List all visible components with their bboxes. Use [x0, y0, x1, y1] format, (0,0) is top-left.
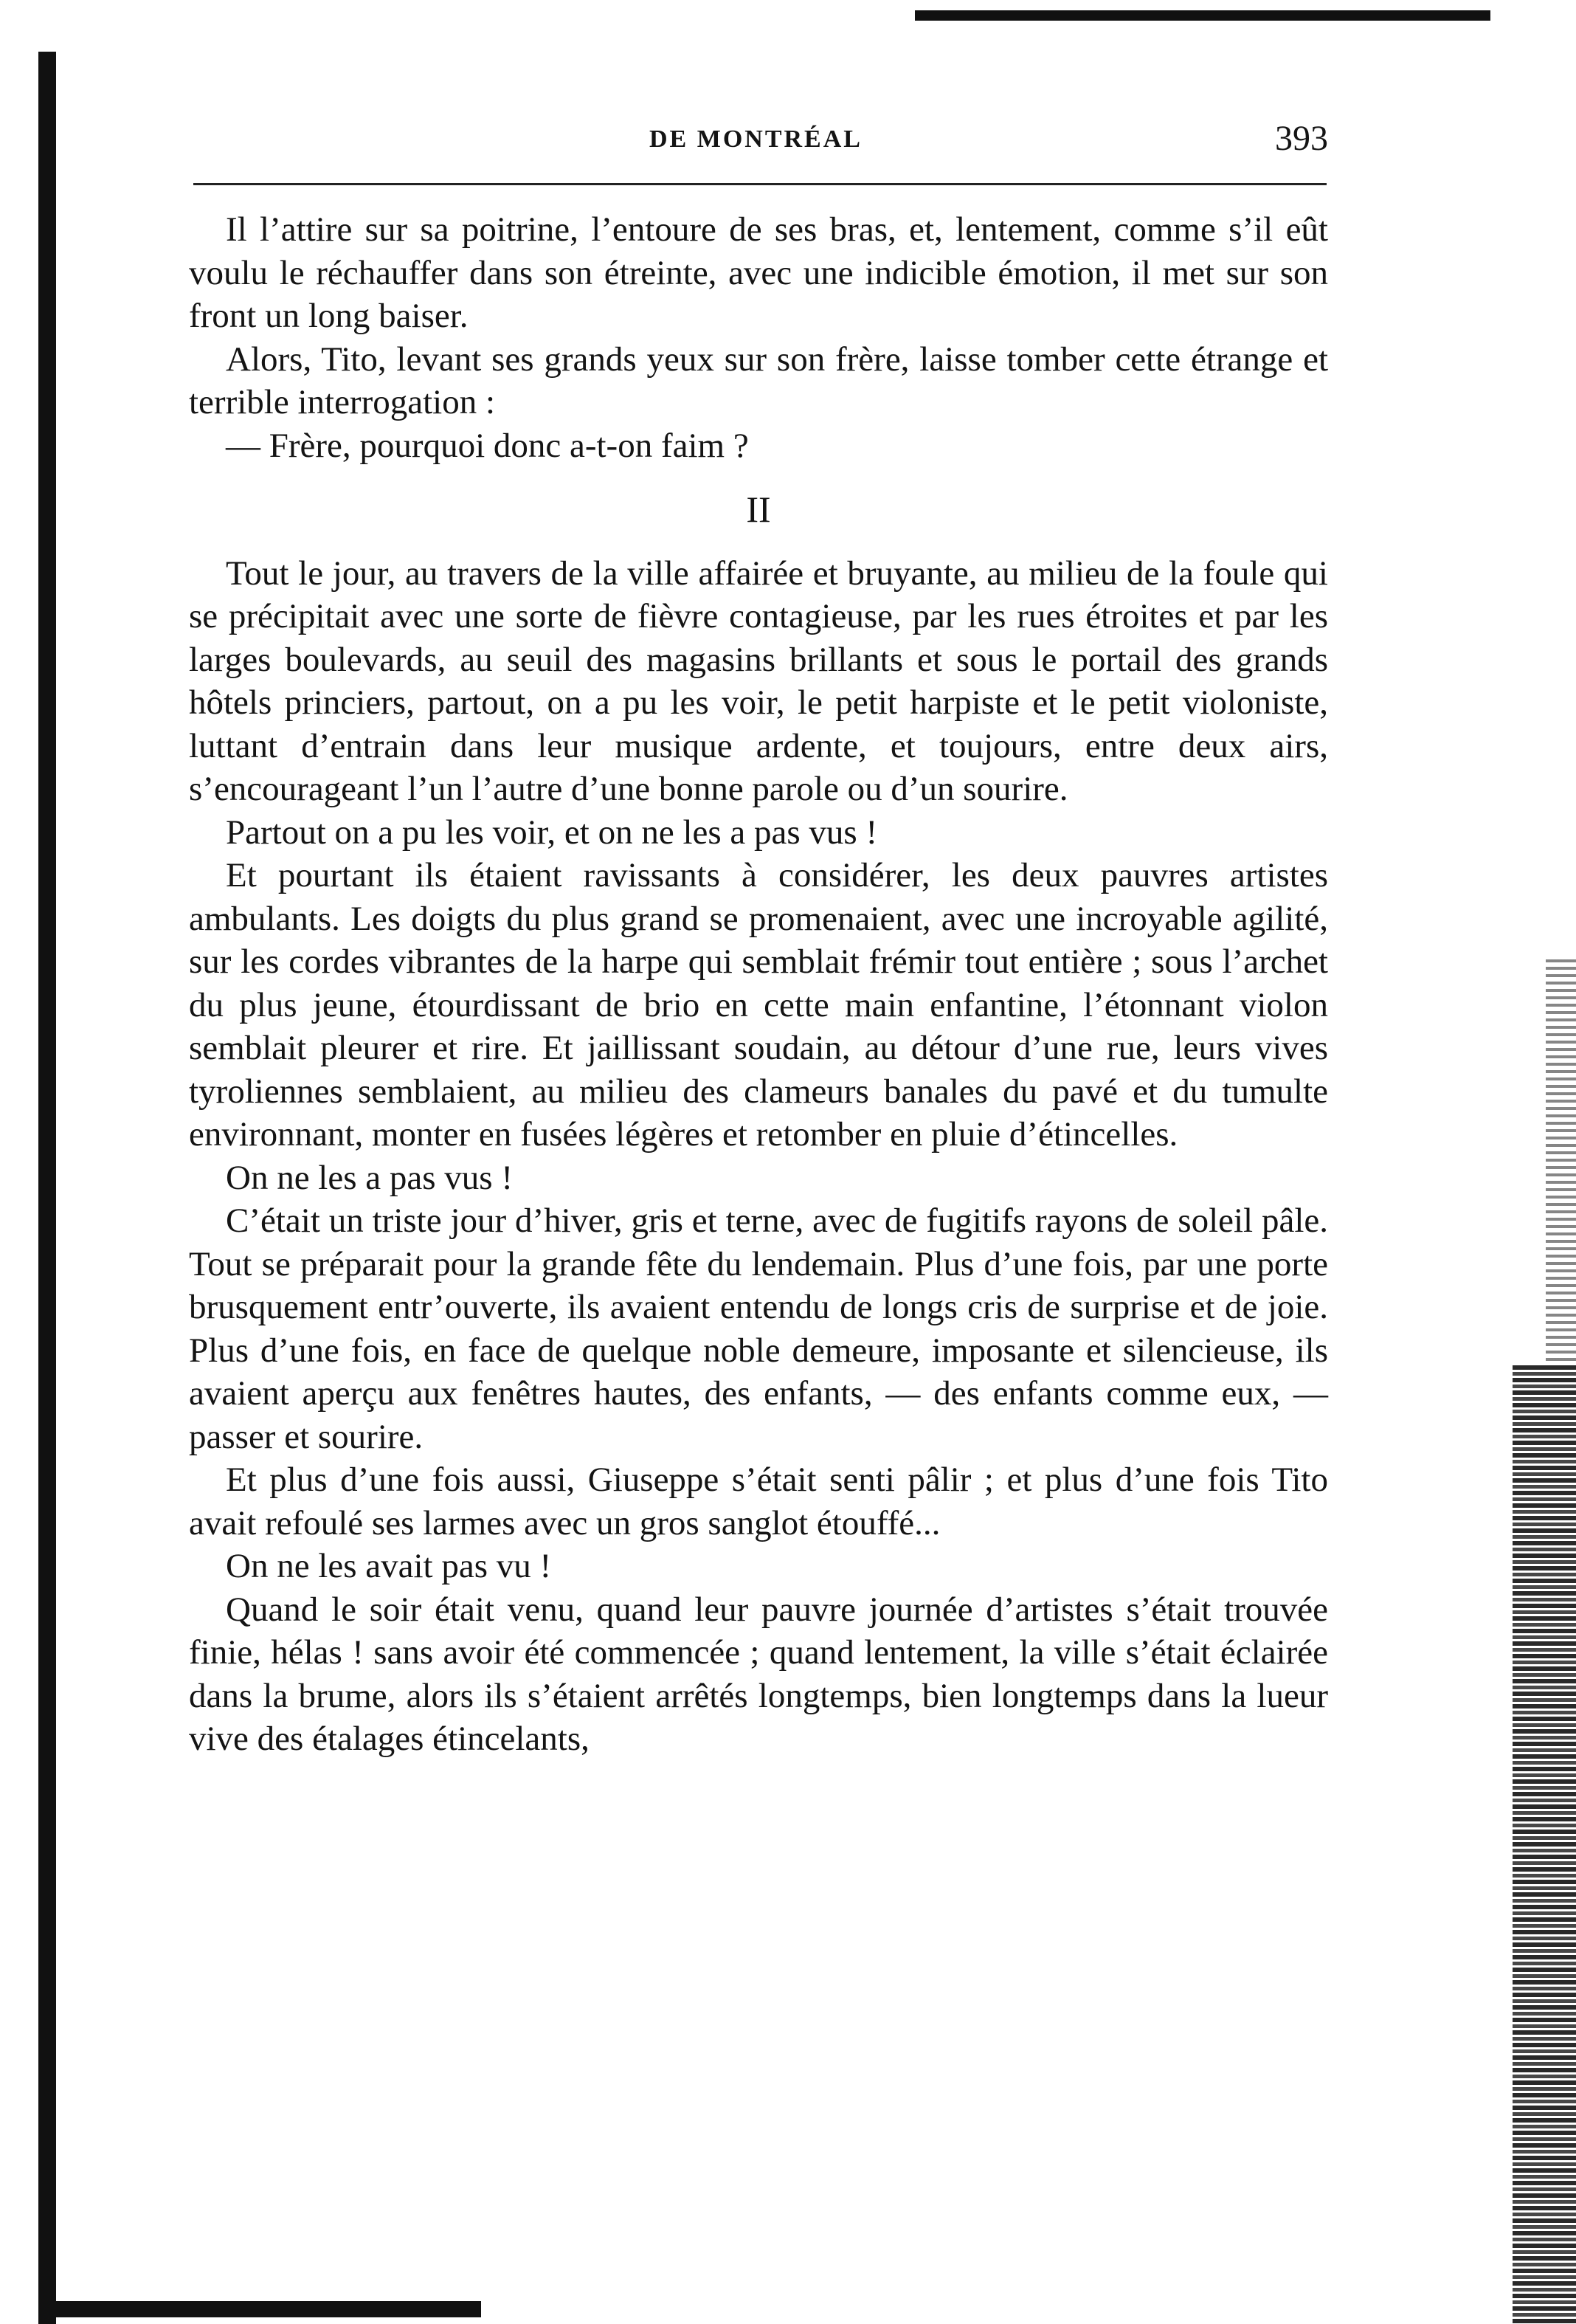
scan-bottom-edge — [38, 2301, 481, 2317]
scan-top-edge — [915, 10, 1490, 21]
paragraph: Et pourtant ils étaient ravissants à considérer, les deux pauvres artistes ambulants. Les doigts du plus grand se promenaient, avec une incroyable agilité, sur les cordes vibrantes de la harpe qui semblait frémir tout entière ; sous l’archet du plus jeune, étourdissant de brio en cette main enfantine, l’étonnant violon semblait pleurer et rire. Et jaillissant soudain, au détour d’une rue, leurs vives tyroliennes semblaient, au milieu des clameurs banales du pavé et du tumulte environnant, monter en fusées légères et retomber en pluie d’étincelles. — [189, 856, 1328, 1154]
scan-right-noise — [1546, 959, 1576, 1365]
dialogue-line: — Frère, pourquoi donc a-t-on faim ? — [226, 426, 749, 465]
paragraph: Tout le jour, au travers de la ville affairée et bruyante, au milieu de la foule qui se précipitait avec une sorte de fièvre contagieuse, par les rues étroites et par les larges boulevards, au seuil des magasins brillants et sous le portail des grands hôtels princiers, partout, on a pu les voir, le petit harpiste et le petit violoniste, luttant d’entrain dans leur musique ardente, et toujours, entre deux airs, s’encourageant l’un l’autre d’une bonne parole ou d’un sourire. — [189, 554, 1328, 808]
body-text — [189, 208, 1328, 1761]
paragraph: Il l’attire sur sa poitrine, l’entoure de ses bras, et, lentement, comme s’il eût voulu le réchauffer dans son étreinte, avec une indicible émotion, il met sur son front un long baiser. — [189, 210, 1328, 335]
running-title: DE MONTRÉAL — [649, 125, 863, 153]
paragraph: Quand le soir était venu, quand leur pauvre journée d’artistes s’était trouvée finie, hélas ! sans avoir été commencée ; quand lentement, la ville s’était éclairée dans la brume, alors ils s’étaient arrêtés longtemps, bien longtemps dans la lueur vive des étalages étincelants, — [189, 1590, 1328, 1758]
paragraph: Partout on a pu les voir, et on ne les a pas vus ! — [226, 813, 878, 852]
paragraph: Alors, Tito, levant ses grands yeux sur son frère, laisse tomber cette étrange et terrible interrogation : — [189, 339, 1328, 421]
scan-binding-edge — [38, 52, 56, 2324]
header-rule — [193, 183, 1327, 185]
paragraph: Et plus d’une fois aussi, Giuseppe s’était senti pâlir ; et plus d’une fois Tito avait refoulé ses larmes avec un gros sanglot étouffé... — [189, 1461, 1328, 1542]
page-number: 393 — [1275, 119, 1328, 158]
paragraph: C’était un triste jour d’hiver, gris et terne, avec de fugitifs rayons de soleil pâle. Tout se préparait pour la grande fête du lendemain. Plus d’une fois, par une porte brusquement entr’ouverte, ils avaient entendu de longs cris de surprise et de joie. Plus d’une fois, en face de quelque noble demeure, imposante et silencieuse, ils avaient aperçu aux fenêtres hautes, des enfants, — des enfants comme eux, — passer et sourire. — [189, 1201, 1328, 1456]
section-heading: II — [746, 489, 771, 530]
page-header — [192, 118, 1328, 170]
paragraph: On ne les a pas vus ! — [226, 1158, 513, 1197]
paragraph: On ne les avait pas vu ! — [226, 1547, 552, 1585]
scan-right-edge — [1513, 1365, 1576, 2324]
